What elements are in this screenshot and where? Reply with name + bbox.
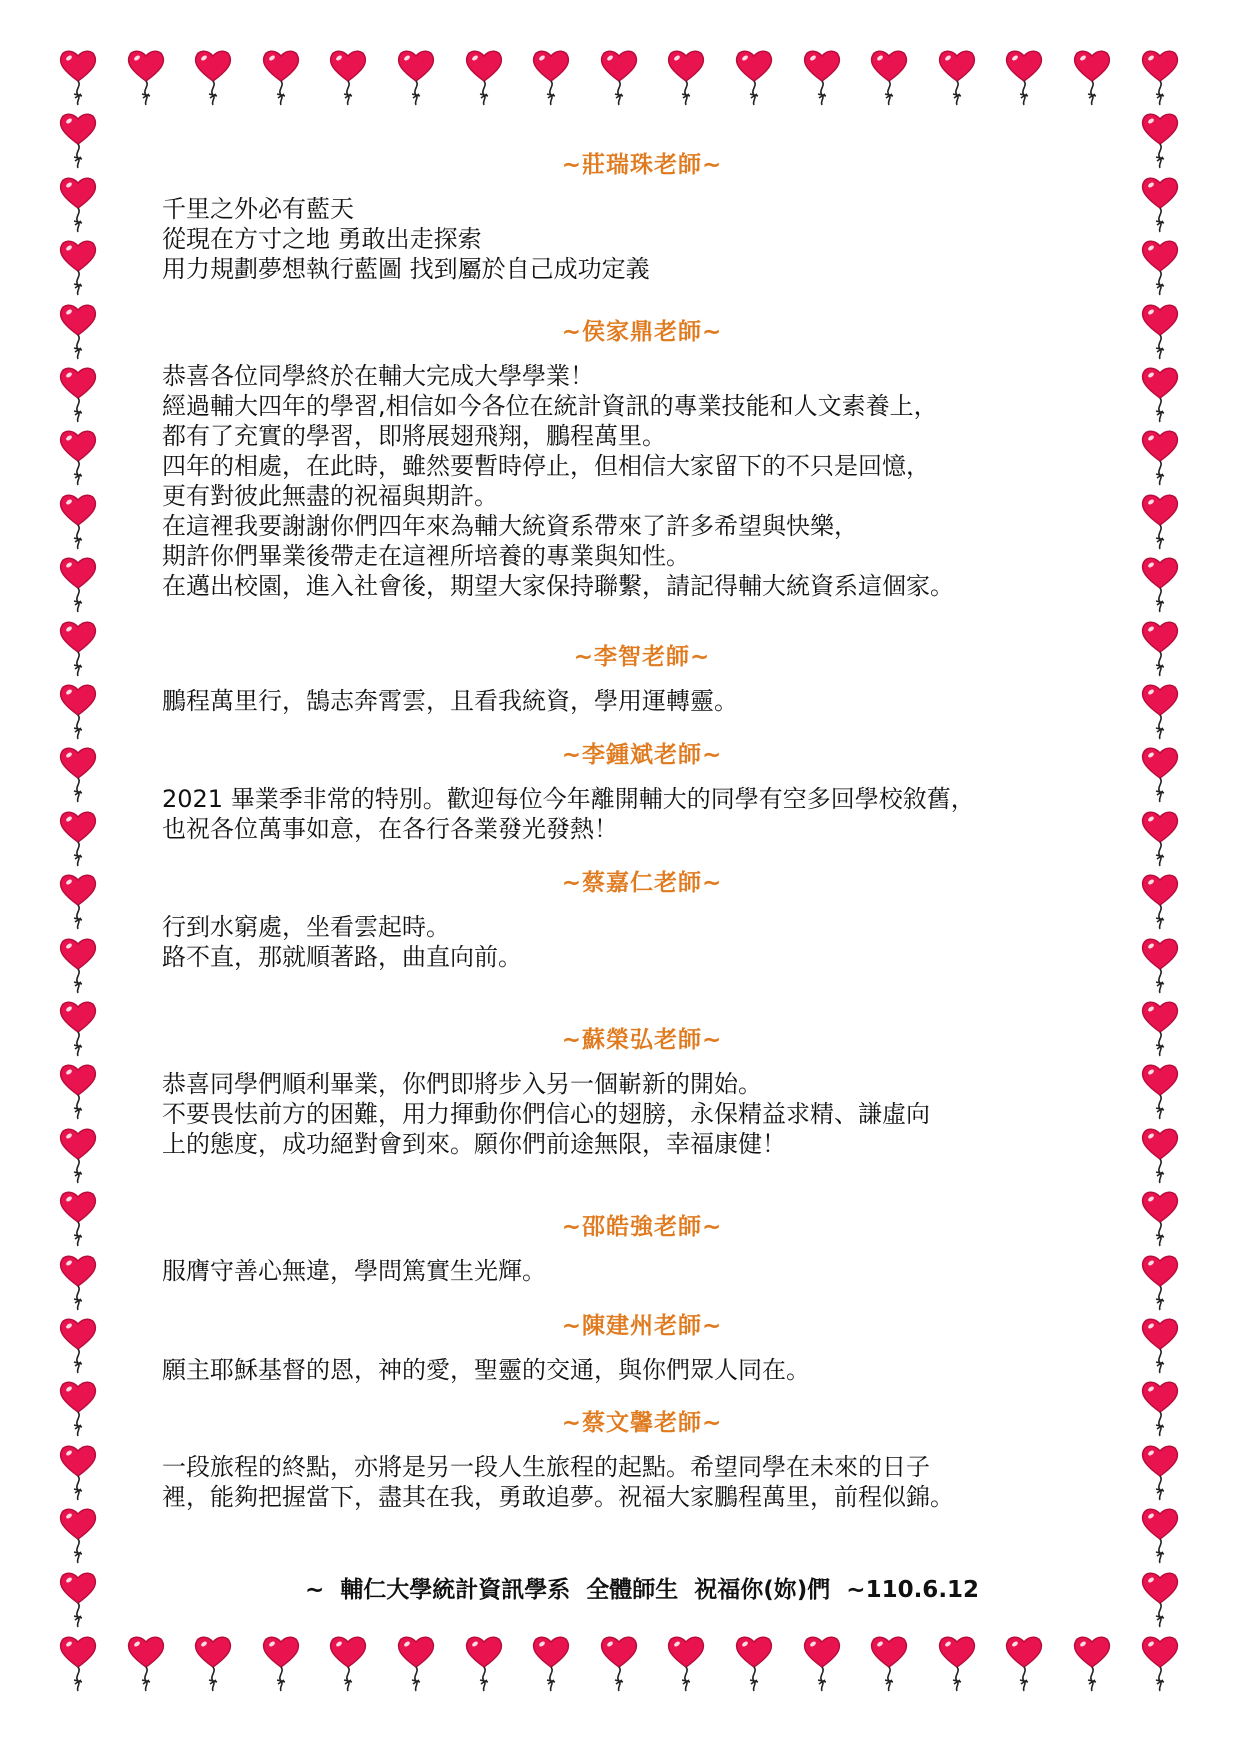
message-line: 服膺守善心無違，學問篤實生光輝。: [162, 1257, 546, 1285]
heart-balloon-icon: [599, 1633, 639, 1695]
heart-balloon-icon: [1140, 1252, 1180, 1314]
heart-balloon-icon: [58, 1252, 98, 1314]
heart-balloon-icon: [58, 554, 98, 616]
heart-balloon-icon: [1140, 1378, 1180, 1440]
teacher-heading: ~蔡文馨老師~: [561, 1410, 723, 1436]
heart-balloon-icon: [396, 47, 436, 109]
message-line: 路不直，那就順著路，曲直向前。: [162, 943, 522, 971]
message-line: 經過輔大四年的學習,相信如今各位在統計資訊的專業技能和人文素養上，: [162, 392, 938, 420]
message-line: 千里之外必有藍天: [162, 195, 354, 223]
heart-balloon-icon: [666, 47, 706, 109]
heart-balloon-icon: [1140, 427, 1180, 489]
heart-balloon-icon: [1140, 554, 1180, 616]
heart-balloon-icon: [937, 47, 977, 109]
heart-balloon-icon: [734, 1633, 774, 1695]
teacher-heading: ~李智老師~: [573, 644, 711, 670]
message-line: 都有了充實的學習，即將展翅飛翔，鵬程萬里。: [162, 422, 666, 450]
heart-balloon-icon: [1140, 1505, 1180, 1567]
heart-balloon-icon: [1140, 618, 1180, 680]
heart-balloon-icon: [396, 1633, 436, 1695]
message-line: 裡，能夠把握當下，盡其在我，勇敢追夢。祝福大家鵬程萬里，前程似錦。: [162, 1483, 954, 1511]
heart-balloon-icon: [1140, 110, 1180, 172]
heart-balloon-icon: [58, 491, 98, 553]
message-line: 四年的相處，在此時，雖然要暫時停止，但相信大家留下的不只是回憶，: [162, 452, 930, 480]
message-line: 從現在方寸之地 勇敢出走探索: [162, 225, 482, 253]
heart-balloon-icon: [58, 681, 98, 743]
heart-balloon-icon: [869, 47, 909, 109]
heart-balloon-icon: [1140, 1569, 1180, 1631]
message-block: [162, 150, 1122, 284]
teacher-heading: ~李鍾斌老師~: [561, 742, 723, 768]
message-lines: [162, 194, 1122, 284]
teacher-heading: ~莊瑞珠老師~: [561, 152, 723, 178]
heart-balloon-icon: [328, 1633, 368, 1695]
heart-balloon-icon: [58, 935, 98, 997]
heart-balloon-icon: [58, 301, 98, 363]
message-line: 也祝各位萬事如意，在各行各業發光發熱！: [162, 815, 618, 843]
heart-balloon-icon: [58, 1505, 98, 1567]
heart-balloon-icon: [58, 1061, 98, 1123]
heart-balloon-icon: [1072, 1633, 1112, 1695]
message-line: 在這裡我要謝謝你們四年來為輔大統資系帶來了許多希望與快樂，: [162, 512, 858, 540]
heart-balloon-icon: [58, 871, 98, 933]
heart-balloon-icon: [1140, 47, 1180, 109]
message-line: 上的態度，成功絕對會到來。願你們前途無限，幸福康健！: [162, 1130, 786, 1158]
message-line: 行到水窮處，坐看雲起時。: [162, 913, 450, 941]
heart-balloon-icon: [58, 364, 98, 426]
message-lines: [162, 1452, 1122, 1512]
heart-balloon-icon: [1140, 237, 1180, 299]
message-block: [162, 1311, 1122, 1385]
message-block: [162, 1025, 1122, 1159]
message-lines: [162, 1069, 1122, 1159]
heart-balloon-icon: [58, 1569, 98, 1631]
message-line: 2021 畢業季非常的特別。歡迎每位今年離開輔大的同學有空多回學校敘舊，: [162, 785, 975, 813]
message-lines: [162, 686, 1122, 716]
heart-balloon-icon: [464, 47, 504, 109]
heart-balloon-icon: [58, 808, 98, 870]
heart-balloon-icon: [58, 1315, 98, 1377]
message-block: [162, 1408, 1122, 1512]
heart-balloon-icon: [1072, 47, 1112, 109]
message-line: 願主耶穌基督的恩，神的愛，聖靈的交通，與你們眾人同在。: [162, 1356, 810, 1384]
heart-balloon-icon: [531, 47, 571, 109]
heart-balloon-icon: [58, 998, 98, 1060]
message-lines: [162, 784, 1122, 844]
heart-balloon-icon: [937, 1633, 977, 1695]
heart-balloon-icon: [58, 1125, 98, 1187]
heart-balloon-icon: [802, 1633, 842, 1695]
signature-footer: ~ 輔仁大學統計資訊學系 全體師生 祝福你(妳)們 ~110.6.12: [304, 1577, 980, 1603]
heart-balloon-icon: [58, 1188, 98, 1250]
heart-balloon-icon: [58, 237, 98, 299]
message-block: [162, 868, 1122, 972]
message-lines: [162, 361, 1122, 601]
message-line: 在邁出校園，進入社會後，期望大家保持聯繫，請記得輔大統資系這個家。: [162, 572, 954, 600]
heart-balloon-icon: [193, 1633, 233, 1695]
heart-balloon-icon: [58, 1442, 98, 1504]
heart-balloon-icon: [1140, 1633, 1180, 1695]
teacher-heading: ~蔡嘉仁老師~: [561, 870, 723, 896]
heart-balloon-icon: [464, 1633, 504, 1695]
heart-balloon-icon: [1140, 1315, 1180, 1377]
message-line: 期許你們畢業後帶走在這裡所培養的專業與知性。: [162, 542, 690, 570]
heart-balloon-icon: [1140, 871, 1180, 933]
heart-balloon-icon: [1140, 364, 1180, 426]
heart-balloon-icon: [193, 47, 233, 109]
heart-balloon-icon: [1140, 935, 1180, 997]
heart-balloon-icon: [1140, 491, 1180, 553]
heart-balloon-icon: [1140, 998, 1180, 1060]
teacher-heading: ~蘇榮弘老師~: [561, 1027, 723, 1053]
heart-balloon-icon: [1004, 1633, 1044, 1695]
heart-balloon-icon: [58, 618, 98, 680]
heart-balloon-icon: [666, 1633, 706, 1695]
heart-balloon-icon: [531, 1633, 571, 1695]
heart-balloon-icon: [869, 1633, 909, 1695]
teacher-heading: ~陳建州老師~: [561, 1313, 723, 1339]
heart-balloon-icon: [126, 1633, 166, 1695]
message-block: [162, 642, 1122, 716]
heart-balloon-icon: [599, 47, 639, 109]
heart-balloon-icon: [802, 47, 842, 109]
heart-balloon-icon: [126, 47, 166, 109]
heart-balloon-icon: [58, 174, 98, 236]
message-lines: [162, 1256, 1122, 1286]
message-lines: [162, 1355, 1122, 1385]
heart-balloon-icon: [58, 1378, 98, 1440]
heart-balloon-icon: [58, 1633, 98, 1695]
heart-balloon-icon: [1140, 1125, 1180, 1187]
message-line: 不要畏怯前方的困難，用力揮動你們信心的翅膀，永保精益求精、謙虛向: [162, 1100, 930, 1128]
teacher-heading: ~邵皓強老師~: [561, 1214, 723, 1240]
heart-balloon-icon: [1004, 47, 1044, 109]
heart-balloon-icon: [261, 47, 301, 109]
message-line: 鵬程萬里行，鵠志奔霄雲，且看我統資，學用運轉靈。: [162, 687, 738, 715]
heart-balloon-icon: [1140, 744, 1180, 806]
heart-balloon-icon: [1140, 1188, 1180, 1250]
heart-balloon-icon: [734, 47, 774, 109]
teacher-heading: ~侯家鼎老師~: [561, 319, 723, 345]
heart-balloon-icon: [328, 47, 368, 109]
message-block: [162, 1212, 1122, 1286]
heart-balloon-icon: [1140, 174, 1180, 236]
message-block: [162, 317, 1122, 601]
heart-balloon-icon: [1140, 808, 1180, 870]
message-line: 一段旅程的終點，亦將是另一段人生旅程的起點。希望同學在未來的日子: [162, 1453, 930, 1481]
message-block: [162, 740, 1122, 844]
message-line: 恭喜各位同學終於在輔大完成大學學業！: [162, 362, 594, 390]
heart-balloon-icon: [261, 1633, 301, 1695]
heart-balloon-icon: [1140, 681, 1180, 743]
heart-balloon-icon: [1140, 1442, 1180, 1504]
heart-balloon-icon: [1140, 1061, 1180, 1123]
message-line: 恭喜同學們順利畢業，你們即將步入另一個嶄新的開始。: [162, 1070, 762, 1098]
heart-balloon-icon: [58, 744, 98, 806]
heart-balloon-icon: [58, 110, 98, 172]
message-line: 用力規劃夢想執行藍圖 找到屬於自己成功定義: [162, 255, 650, 283]
heart-balloon-icon: [1140, 301, 1180, 363]
message-lines: [162, 912, 1122, 972]
heart-balloon-icon: [58, 427, 98, 489]
message-line: 更有對彼此無盡的祝福與期許。: [162, 482, 498, 510]
heart-balloon-icon: [58, 47, 98, 109]
